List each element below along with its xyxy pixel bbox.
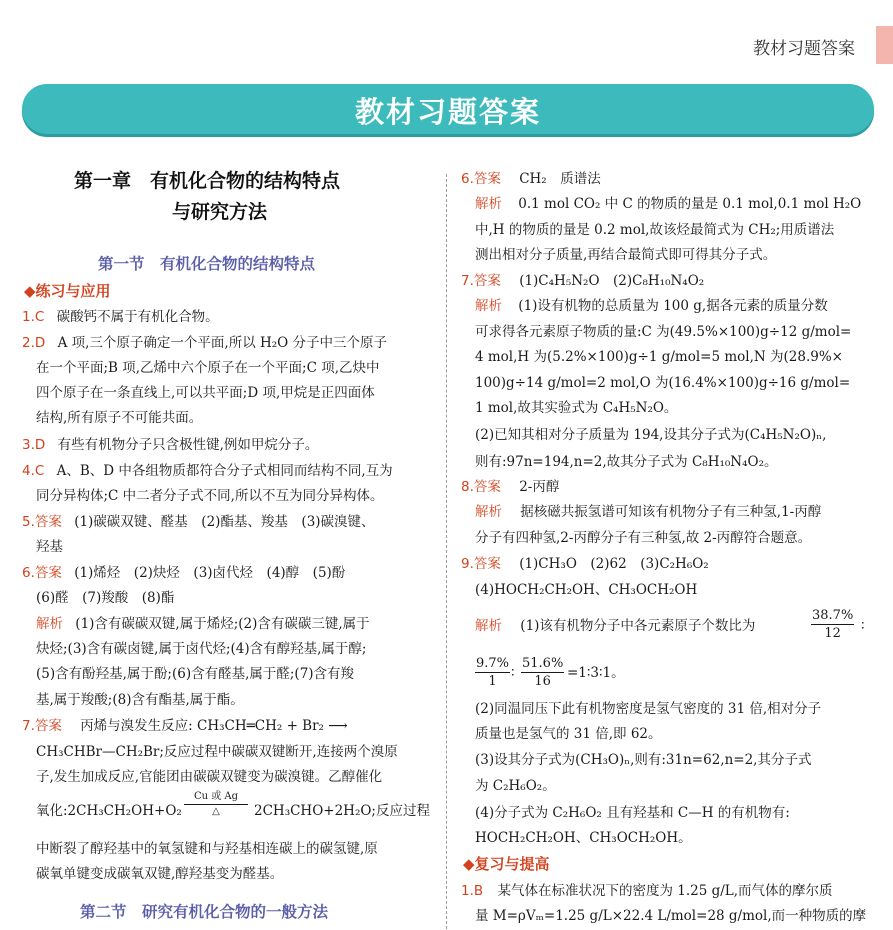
text-line: 四个原子在一条直线上,可以共平面;D 项,甲烷是正四面体 <box>36 385 375 401</box>
text-line: 为 C₂H₆O₂。 <box>475 778 556 794</box>
question-text: (1)碳碳双键、醛基 (2)酯基、羧基 (3)碳溴键、 <box>74 514 375 530</box>
question-number: 7.答案 <box>461 273 501 289</box>
practice-heading: ◆练习与应用 <box>24 282 111 300</box>
explanation-line <box>475 192 861 218</box>
fraction-numerator: 38.7% <box>812 608 854 623</box>
explanation-tag: 解析 <box>475 504 502 520</box>
reaction-arrow <box>184 791 248 818</box>
answer-text: 2-丙醇 <box>519 479 560 495</box>
explanation-text: 据核磁共振氢谱可知该有机物分子有三种氢,1-丙醇 <box>520 504 822 520</box>
text-line: 4 mol,H 为(5.2%×100)g÷1 g/mol=5 mol,N 为(28.9%× <box>475 349 843 365</box>
text-line: (2)同温同压下此有机物密度是氢气密度的 31 倍,相对分子 <box>475 701 822 717</box>
explanation-text: (1)该有机物分子中各元素原子个数比为 <box>520 618 756 634</box>
text-line: 则有:97n=194,n=2,故其分子式为 C₈H₁₀N₄O₂。 <box>475 454 778 470</box>
text-line: 分子有四种氢,2-丙醇分子有三种氢,故 2-丙醇符合题意。 <box>475 530 812 546</box>
review-heading: ◆复习与提高 <box>463 855 550 873</box>
question-number: 6.答案 <box>22 565 62 581</box>
question-number: 4.C <box>22 463 45 479</box>
section-1-title: 第一节 有机化合物的结构特点 <box>98 255 316 273</box>
question-text: (1)烯烃 (2)炔烃 (3)卤代烃 (4)醇 (5)酚 <box>74 565 346 581</box>
text-line: (4)分子式为 C₂H₆O₂ 且有羟基和 C—H 的有机物有: <box>475 805 790 821</box>
question-number: 1.B <box>461 883 484 899</box>
text-line: 量 M=ρVₘ=1.25 g/L×22.4 L/mol=28 g/mol,而一种物质的摩 <box>475 908 867 924</box>
question-text: 碳酸钙不属于有机化合物。 <box>56 309 219 325</box>
question-6-right <box>461 167 601 193</box>
question-5 <box>22 510 375 536</box>
question-text: 某气体在标准状况下的密度为 1.25 g/L,而气体的摩尔质 <box>497 883 833 899</box>
answer-text: (1)C₄H₅N₂O (2)C₈H₁₀N₄O₂ <box>519 273 705 289</box>
fraction-denominator: 12 <box>824 626 841 641</box>
column-divider <box>446 174 447 929</box>
text-line: (3)设其分子式为(CH₃O)ₙ,则有:31n=62,n=2,其分子式 <box>475 752 812 768</box>
text-line: CH₃CHBr—CH₂Br;反应过程中碳碳双键断开,连接两个溴原 <box>36 744 398 760</box>
text-line: (5)含有酚羟基,属于酚;(6)含有醛基,属于醛;(7)含有羧 <box>36 666 355 682</box>
question-number: 2.D <box>22 335 46 351</box>
text-line: 同分异构体;C 中二者分子式不同,所以不互为同分异构体。 <box>36 488 384 504</box>
banner-title: 教材习题答案 <box>354 95 541 129</box>
question-8-right <box>461 475 559 501</box>
explanation-line <box>475 500 821 526</box>
question-text: A 项,三个原子确定一个平面,所以 H₂O 分子中三个原子 <box>57 335 388 351</box>
reaction-equation-left: 氧化:2CH₃CH₂OH+O₂ <box>36 803 182 819</box>
question-number: 1.C <box>22 309 45 325</box>
fraction-denominator: 1 <box>488 674 497 689</box>
explanation-line <box>36 612 370 638</box>
arrow-line <box>184 804 248 805</box>
reaction-condition-heat: △ <box>212 806 220 817</box>
reaction-equation-right: 2CH₃CHO+2H₂O;反应过程 <box>254 803 430 819</box>
fraction-carbon <box>811 607 854 642</box>
chapter-title-line2: 与研究方法 <box>172 201 268 223</box>
fraction-hydrogen <box>475 655 510 690</box>
answer-text: CH₂ 质谱法 <box>519 171 601 187</box>
question-text: A、B、D 中各组物质都符合分子式相同而结构不同,互为 <box>56 463 393 479</box>
explanation-line <box>475 294 828 320</box>
explanation-text: (1)设有机物的总质量为 100 g,据各元素的质量分数 <box>518 298 828 314</box>
question-7-right <box>461 269 704 295</box>
question-2 <box>22 331 387 357</box>
text-line: 中断裂了醇羟基中的氧氢键和与羟基相连碳上的碳氢键,原 <box>36 841 378 857</box>
question-text: 有些有机物分子只含极性键,例如甲烷分子。 <box>57 437 319 453</box>
explanation-tag: 解析 <box>36 616 63 632</box>
text-line: HOCH₂CH₂OH、CH₃OCH₂OH。 <box>475 830 692 846</box>
question-text: 丙烯与溴发生反应: CH₃CH═CH₂ + Br₂ ⟶ <box>80 718 348 734</box>
question-7 <box>22 714 348 740</box>
review-question-1 <box>461 879 833 905</box>
fraction-numerator: 51.6% <box>522 656 564 671</box>
explanation-tag: 解析 <box>475 196 502 212</box>
answer-text: (1)CH₃O (2)62 (3)C₂H₆O₂ <box>519 556 709 572</box>
text-line: 100)g÷14 g/mol=2 mol,O 为(16.4%×100)g÷16 g/mol= <box>475 375 851 391</box>
text-line: (4)HOCH₂CH₂OH、CH₃OCH₂OH <box>475 582 698 598</box>
explanation-line <box>475 614 755 640</box>
reaction-condition-catalyst: Cu 或 Ag <box>193 791 239 802</box>
section-2-title: 第二节 研究有机化合物的一般方法 <box>80 903 329 921</box>
fraction-oxygen <box>521 655 564 690</box>
explanation-text: 0.1 mol CO₂ 中 C 的物质的量是 0.1 mol,0.1 mol H₂O <box>518 196 862 212</box>
text-line: 在一个平面;B 项,乙烯中六个原子在一个平面;C 项,乙炔中 <box>36 360 380 376</box>
text-line: (2)已知其相对分子质量为 194,设其分子式为(C₄H₅N₂O)ₙ, <box>475 427 827 443</box>
text-line: 结构,所有原子不可能共面。 <box>36 410 203 426</box>
question-3 <box>22 433 318 459</box>
text-line: 可求得各元素原子物质的量:C 为(49.5%×100)g÷12 g/mol= <box>475 324 852 340</box>
fraction-numerator: 9.7% <box>476 656 510 671</box>
explanation-text: (1)含有碳碳双键,属于烯烃;(2)含有碳碳三键,属于 <box>75 616 370 632</box>
running-header: 教材习题答案 <box>753 39 855 59</box>
question-9-right <box>461 552 709 578</box>
explanation-tag: 解析 <box>475 298 502 314</box>
text-line: 中,H 的物质的量是 0.2 mol,故该烃最简式为 CH₂;用质谱法 <box>475 222 835 238</box>
text-line: 羟基 <box>36 539 63 555</box>
question-number: 6.答案 <box>461 171 501 187</box>
ratio-separator: ∶ <box>511 665 515 681</box>
text-line: 质量也是氢气的 31 倍,即 62。 <box>475 726 662 742</box>
text-line: 子,发生加成反应,官能团由碳碳双键变为碳溴键。乙醇催化 <box>36 769 383 785</box>
question-number: 7.答案 <box>22 718 62 734</box>
explanation-tag: 解析 <box>475 618 502 634</box>
ratio-separator: ∶ <box>861 618 865 634</box>
text-line: 1 mol,故其实验式为 C₄H₅N₂O。 <box>475 400 678 416</box>
question-number: 3.D <box>22 437 46 453</box>
question-number: 5.答案 <box>22 514 62 530</box>
question-number: 8.答案 <box>461 479 501 495</box>
text-line: 测出相对分子质量,再结合最简式即可得其分子式。 <box>475 247 777 263</box>
question-1 <box>22 305 219 331</box>
text-line: 炔烃;(3)含有碳卤键,属于卤代烃;(4)含有醇羟基,属于醇; <box>36 641 367 657</box>
fraction-denominator: 16 <box>534 674 551 689</box>
question-4 <box>22 459 393 485</box>
question-6 <box>22 561 345 587</box>
text-line: (6)醛 (7)羧酸 (8)酯 <box>36 590 175 606</box>
ratio-result: =1∶3∶1。 <box>567 665 625 681</box>
question-number: 9.答案 <box>461 556 501 572</box>
chapter-title-line1: 第一章 有机化合物的结构特点 <box>74 170 341 192</box>
text-line: 碳氧单键变成碳氧双键,醇羟基变为醛基。 <box>36 866 284 882</box>
title-banner <box>22 84 874 134</box>
chapter-tab-marker <box>876 26 893 64</box>
text-line: 基,属于羧酸;(8)含有酯基,属于酯。 <box>36 692 244 708</box>
